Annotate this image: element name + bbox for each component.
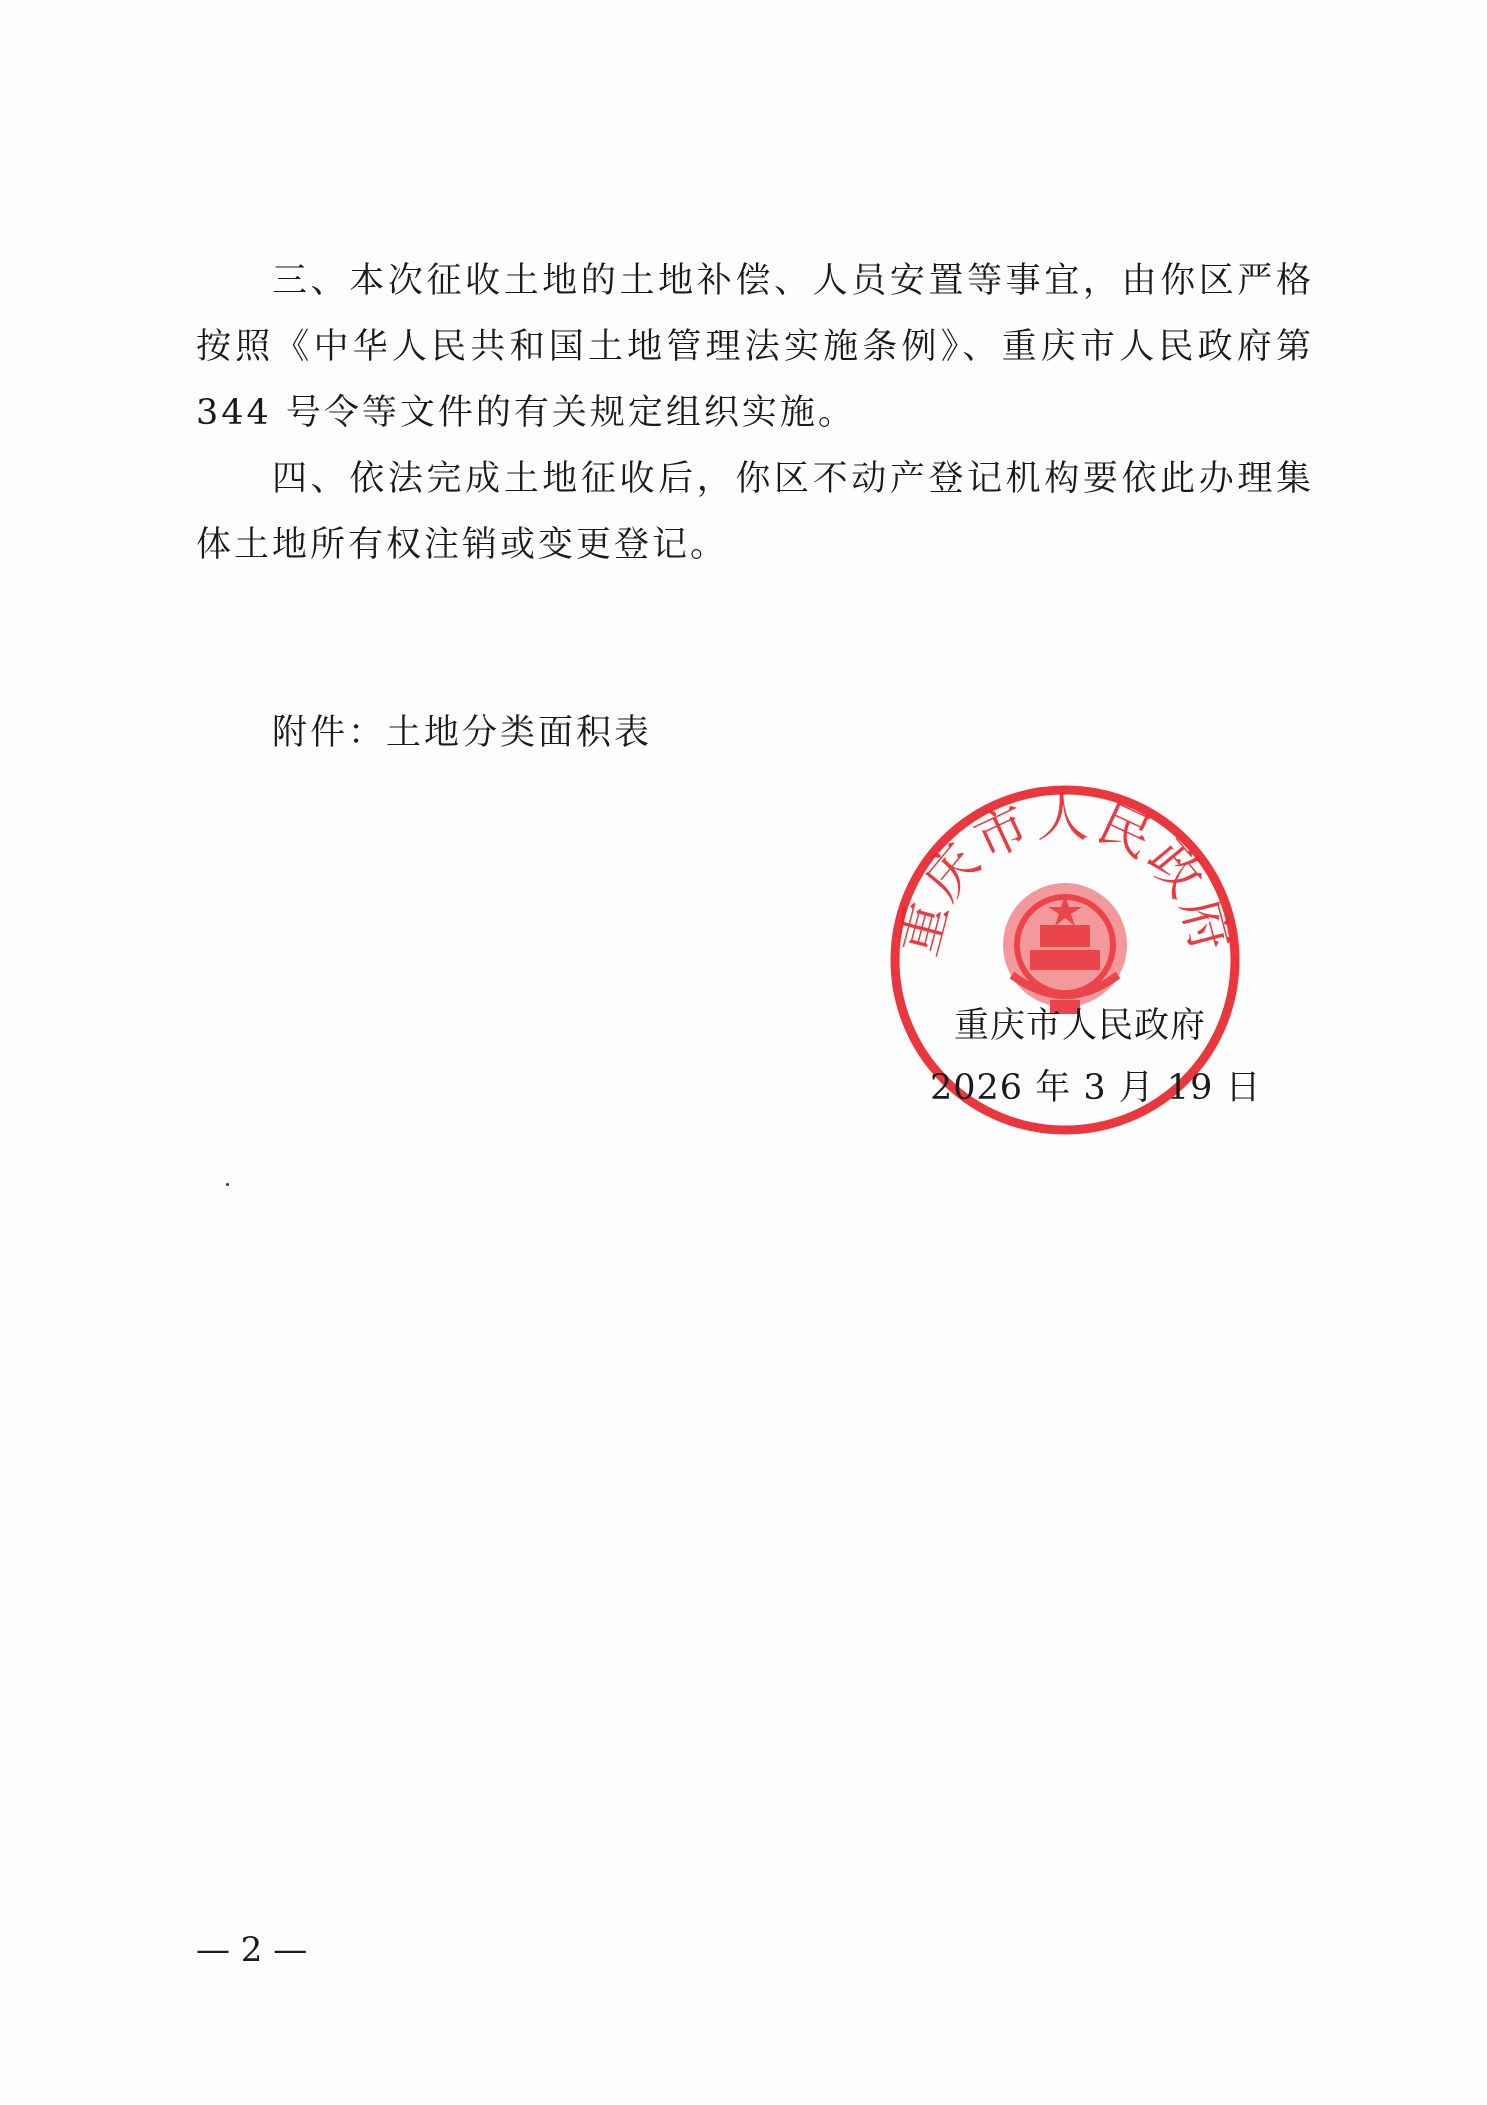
attachment-line: 附件：土地分类面积表 xyxy=(272,713,653,753)
issuer-name: 重庆市人民政府 xyxy=(953,1006,1206,1046)
paragraph-four: 四、依法完成土地征收后，你区不动产登记机构要依此办理集体土地所有权注销或变更登记。 xyxy=(196,459,1314,565)
page-number: — 2 — xyxy=(196,1930,308,1970)
document-body xyxy=(196,248,1314,578)
paragraph-three: 三、本次征收土地的土地补偿、人员安置等事宜，由你区严格按照《中华人民共和国土地管理法实施条例》、重庆市人民政府第 344 号令等文件的有关规定组织实施。 xyxy=(196,261,1314,433)
seal-arc-text: 重庆市人民政府 xyxy=(888,788,1242,962)
signature-block xyxy=(930,995,1262,1119)
issue-date: 2026 年 3 月 19 日 xyxy=(930,1068,1262,1108)
scan-speck xyxy=(226,1183,229,1186)
